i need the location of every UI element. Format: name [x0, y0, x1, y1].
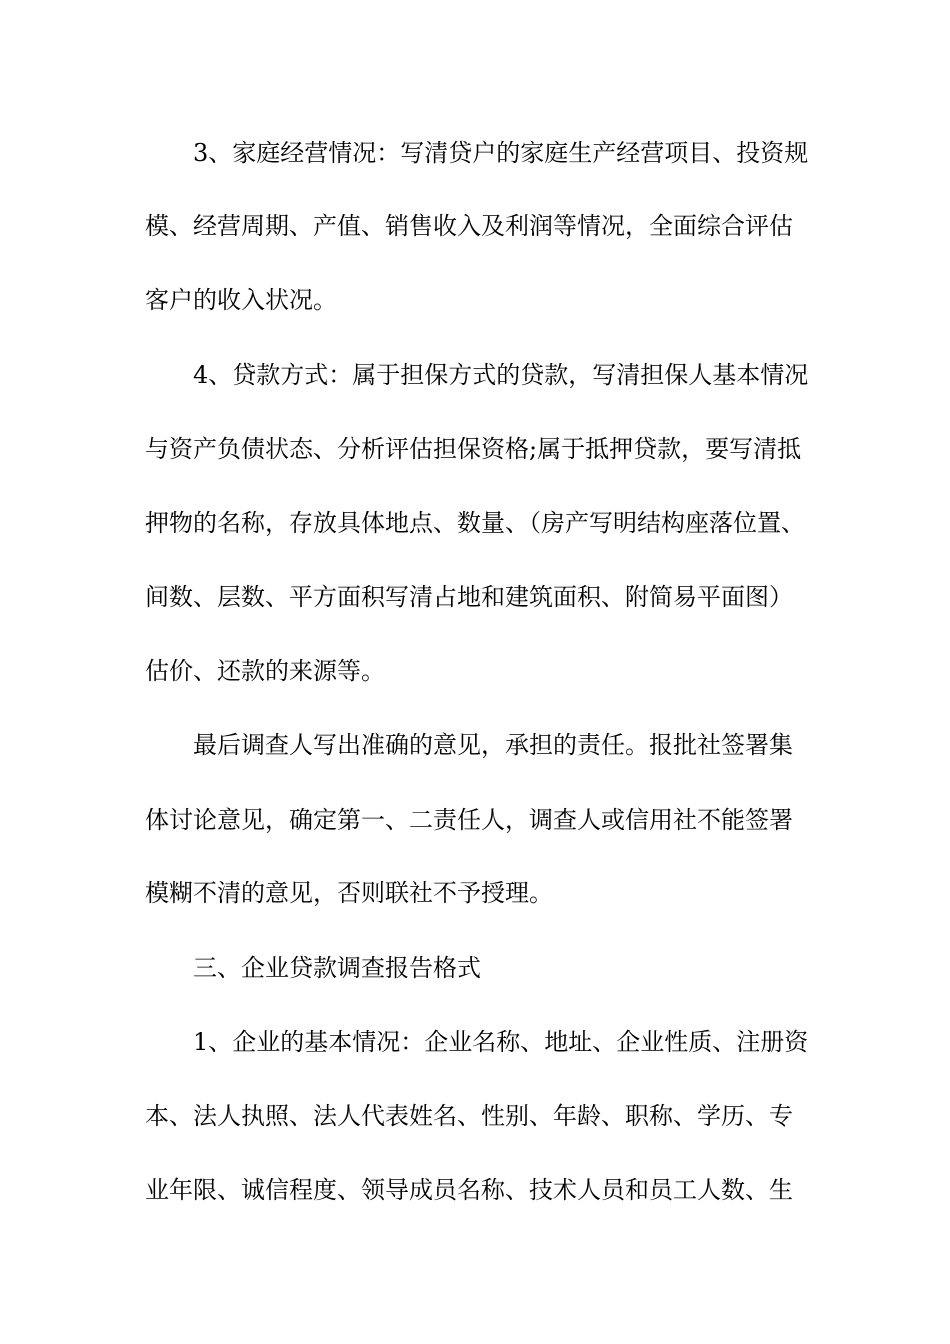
paragraph-line: 估价、还款的来源等。 [145, 657, 385, 685]
paragraph-line: 体讨论意见，确定第一、二责任人，调查人或信用社不能签署 [145, 806, 793, 834]
paragraph-line: 押物的名称，存放具体地点、数量、（房产写明结构座落位置、 [145, 509, 805, 537]
paragraph-line: 业年限、诚信程度、领导成员名称、技术人员和员工人数、生 [145, 1176, 793, 1204]
section-heading: 三、企业贷款调查报告格式 [193, 954, 481, 982]
paragraph-line: 3、家庭经营情况：写清贷户的家庭生产经营项目、投资规 [193, 139, 809, 167]
paragraph-line: 客户的收入状况。 [145, 286, 337, 314]
paragraph-line: 1、企业的基本情况：企业名称、地址、企业性质、注册资 [193, 1028, 809, 1056]
paragraph-line: 本、法人执照、法人代表姓名、性别、年龄、职称、学历、专 [145, 1102, 793, 1130]
paragraph-line: 4、贷款方式：属于担保方式的贷款，写清担保人基本情况 [193, 361, 809, 389]
paragraph-line: 模糊不清的意见，否则联社不予授理。 [145, 879, 553, 907]
paragraph-line: 间数、层数、平方面积写清占地和建筑面积、附简易平面图） [145, 583, 793, 611]
paragraph-line: 最后调查人写出准确的意见，承担的责任。报批社签署集 [193, 731, 793, 759]
paragraph-line: 模、经营周期、产值、销售收入及利润等情况，全面综合评估 [145, 212, 793, 240]
paragraph-line: 与资产负债状态、分析评估担保资格;属于抵押贷款，要写清抵 [145, 435, 802, 463]
